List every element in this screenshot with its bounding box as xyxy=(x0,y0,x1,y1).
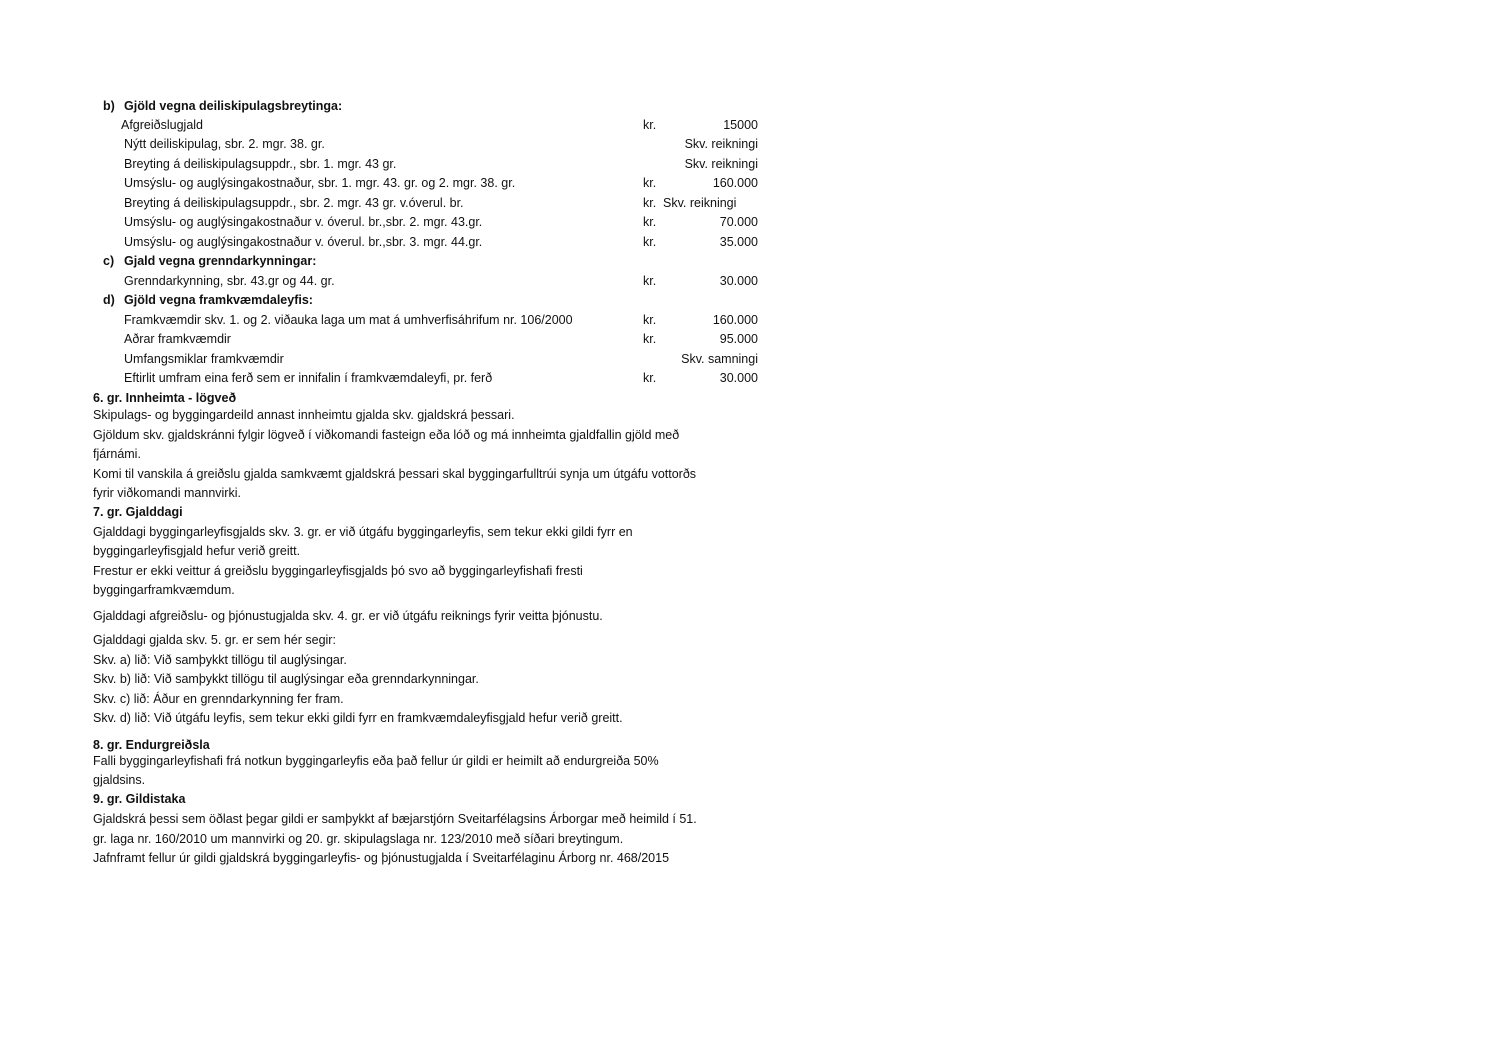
article-7-line: Frestur er ekki veittur á greiðslu byggingarleyfisgjalds þó svo að byggingarleyfishafi fresti xyxy=(93,564,583,578)
article-6-line: Gjöldum skv. gjaldskránni fylgir lögveð í viðkomandi fasteign eða lóð og má innheimta gjaldfallin gjöld með xyxy=(93,428,680,442)
article-7-heading: 7. gr. Gjalddagi xyxy=(93,505,183,519)
fee-amount: Skv. reikningi xyxy=(663,196,737,210)
fee-unit: kr. xyxy=(643,371,657,385)
fee-amount: Skv. reikningi xyxy=(684,157,758,171)
fee-amount: 160.000 xyxy=(712,313,758,327)
fee-amount: 95.000 xyxy=(719,332,758,346)
fee-label: Umsýslu- og auglýsingakostnaður v. óverul. br.,sbr. 2. mgr. 43.gr. xyxy=(124,215,483,229)
fee-amount: Skv. samningi xyxy=(681,352,758,366)
fee-label: Breyting á deiliskipulagsuppdr., sbr. 1. mgr. 43 gr. xyxy=(124,157,397,171)
fee-row xyxy=(124,213,804,232)
article-7-line: Gjalddagi afgreiðslu- og þjónustugjalda skv. 4. gr. er við útgáfu reiknings fyrir veitta þjónustu. xyxy=(93,609,603,623)
fee-label: Grenndarkynning, sbr. 43.gr og 44. gr. xyxy=(124,274,335,288)
fee-label: Umsýslu- og auglýsingakostnaður, sbr. 1. mgr. 43. gr. og 2. mgr. 38. gr. xyxy=(124,176,516,190)
article-7-line: Skv. c) lið: Áður en grenndarkynning fer fram. xyxy=(93,692,344,706)
section-d-letter: d) xyxy=(103,293,115,307)
fee-unit: kr. xyxy=(643,235,657,249)
fee-row xyxy=(121,116,801,135)
fee-amount: 30.000 xyxy=(719,274,758,288)
article-7-line: Gjalddagi gjalda skv. 5. gr. er sem hér segir: xyxy=(93,633,336,647)
article-6-line: Komi til vanskila á greiðslu gjalda samkvæmt gjaldskrá þessari skal byggingarfulltrúi synja um útgáfu vottorðs xyxy=(93,467,697,481)
fee-row xyxy=(124,311,804,330)
fee-amount: 30.000 xyxy=(719,371,758,385)
fee-row xyxy=(124,135,804,154)
section-d-title: Gjöld vegna framkvæmdaleyfis: xyxy=(124,293,313,307)
fee-label: Umsýslu- og auglýsingakostnaður v. óverul. br.,sbr. 3. mgr. 44.gr. xyxy=(124,235,483,249)
article-6-line: fyrir viðkomandi mannvirki. xyxy=(93,486,241,500)
fee-unit: kr. xyxy=(643,196,657,210)
article-9-line: Gjaldskrá þessi sem öðlast þegar gildi er samþykkt af bæjarstjórn Sveitarfélagsins Árborgar með heimild í 51. xyxy=(93,812,697,826)
fee-row xyxy=(124,272,804,291)
fee-row xyxy=(124,233,804,252)
article-7-line: Gjalddagi byggingarleyfisgjalds skv. 3. gr. er við útgáfu byggingarleyfis, sem tekur ekki gildi fyrr en xyxy=(93,525,633,539)
fee-row xyxy=(124,155,804,174)
fee-unit: kr. xyxy=(643,118,657,132)
section-c-letter: c) xyxy=(103,254,115,268)
article-8-line: Falli byggingarleyfishafi frá notkun byggingarleyfis eða það fellur úr gildi er heimilt að endurgreiða 50% xyxy=(93,754,659,768)
fee-label: Framkvæmdir skv. 1. og 2. viðauka laga um mat á umhverfisáhrifum nr. 106/2000 xyxy=(124,313,573,327)
fee-amount: 70.000 xyxy=(719,215,758,229)
fee-label: Breyting á deiliskipulagsuppdr., sbr. 2. mgr. 43 gr. v.óverul. br. xyxy=(124,196,464,210)
article-8-line: gjaldsins. xyxy=(93,773,146,787)
article-7-line: Skv. a) lið: Við samþykkt tillögu til auglýsingar. xyxy=(93,653,347,667)
article-7-line: Skv. d) lið: Við útgáfu leyfis, sem tekur ekki gildi fyrr en framkvæmdaleyfisgjald hefur verið greitt. xyxy=(93,711,623,725)
article-7-line: byggingarleyfisgjald hefur verið greitt. xyxy=(93,544,301,558)
fee-unit: kr. xyxy=(643,274,657,288)
article-7-line: Skv. b) lið: Við samþykkt tillögu til auglýsingar eða grenndarkynningar. xyxy=(93,672,479,686)
article-9-heading: 9. gr. Gildistaka xyxy=(93,792,186,806)
article-6-line: Skipulags- og byggingardeild annast innheimtu gjalda skv. gjaldskrá þessari. xyxy=(93,408,515,422)
fee-row xyxy=(124,194,804,213)
section-c-title: Gjald vegna grenndarkynningar: xyxy=(124,254,317,268)
section-d-header xyxy=(0,291,800,310)
fee-amount: 160.000 xyxy=(712,176,758,190)
fee-row xyxy=(124,330,804,349)
article-8-heading: 8. gr. Endurgreiðsla xyxy=(93,738,210,752)
article-9-line: Jafnframt fellur úr gildi gjaldskrá byggingarleyfis- og þjónustugjalda í Sveitarfélaginu Árborg nr. 468/2015 xyxy=(93,851,670,865)
section-b-title: Gjöld vegna deiliskipulagsbreytinga: xyxy=(124,99,343,113)
article-9-line: gr. laga nr. 160/2010 um mannvirki og 20. gr. skipulagslaga nr. 123/2010 með síðari breytingum. xyxy=(93,832,624,846)
fee-unit: kr. xyxy=(643,176,657,190)
fee-row xyxy=(124,369,804,388)
fee-label: Aðrar framkvæmdir xyxy=(124,332,231,346)
section-c-header xyxy=(0,252,800,271)
fee-unit: kr. xyxy=(643,215,657,229)
fee-row xyxy=(124,174,804,193)
section-b-header xyxy=(0,97,800,116)
fee-label: Afgreiðslugjald xyxy=(121,118,203,132)
fee-label: Eftirlit umfram eina ferð sem er innifalin í framkvæmdaleyfi, pr. ferð xyxy=(124,371,493,385)
fee-unit: kr. xyxy=(643,313,657,327)
fee-unit: kr. xyxy=(643,332,657,346)
fee-amount: 15000 xyxy=(723,118,758,132)
article-7-line: byggingarframkvæmdum. xyxy=(93,583,235,597)
fee-label: Nýtt deiliskipulag, sbr. 2. mgr. 38. gr. xyxy=(124,137,325,151)
fee-row xyxy=(124,350,804,369)
article-6-heading: 6. gr. Innheimta - lögveð xyxy=(93,391,237,405)
section-b-letter: b) xyxy=(103,99,115,113)
article-6-line: fjárnámi. xyxy=(93,447,141,461)
fee-amount: Skv. reikningi xyxy=(684,137,758,151)
fee-amount: 35.000 xyxy=(719,235,758,249)
fee-label: Umfangsmiklar framkvæmdir xyxy=(124,352,284,366)
